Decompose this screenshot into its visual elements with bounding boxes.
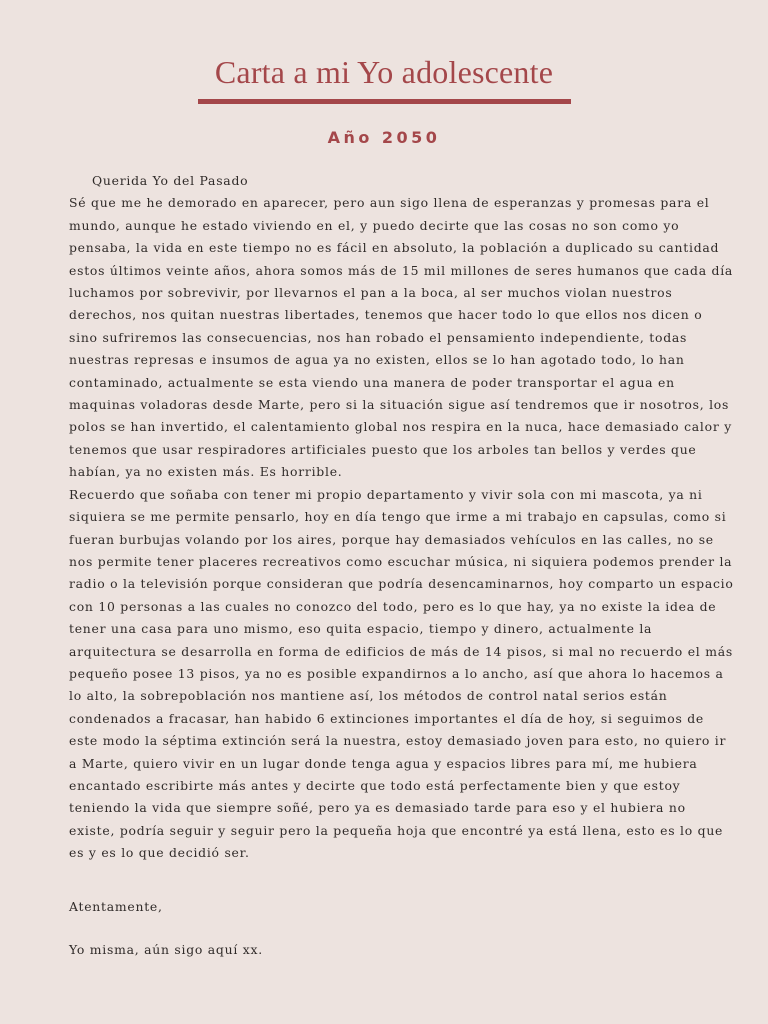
letter-greeting: Querida Yo del Pasado xyxy=(92,173,249,188)
page-title: Carta a mi Yo adolescente xyxy=(214,54,554,90)
title-underline xyxy=(198,99,571,104)
letter-closing: Atentamente, xyxy=(69,898,163,914)
letter-body xyxy=(69,170,734,961)
letter-paragraph-2: Recuerdo que soñaba con tener mi propio departamento y vivir sola con mi mascota, ya ni siquiera se me permite pensarlo, hoy en día tengo que irme a mi trabajo en capsulas, como si fueran burbujas volando por los aires, porque hay demasiados vehículos en las calles, no se nos permite tener placeres recreativos como escuchar música, ni siquiera podemos prender la radio o la televisión porque consideran que podría desencaminarnos, hoy comparto un espacio con 10 personas a las cuales no conozco del todo, pero es lo que hay, ya no existe la idea de tener una casa para uno mismo, eso quita espacio, tiempo y dinero, actualmente la arquitectura se desarrolla en forma de edificios de más de 14 pisos, si mal no recuerdo el más pequeño posee 13 pisos, ya no es posible expandirnos a lo ancho, así que ahora lo hacemos a lo alto, la sobrepoblación nos mantiene así, los métodos de control natal serios están condenados a fracasar, han habido 6 extinciones importantes el día de hoy, si seguimos de este modo la séptima extinción será la nuestra, estoy demasiado joven para esto, no quiero ir a Marte, quiero vivir en un lugar donde tenga agua y espacios libres para mí, me hubiera encantado escribirte más antes y decirte que todo está perfectamente bien y que estoy teniendo la vida que siempre soñé, pero ya es demasiado tarde para eso y el hubiera no existe, podría seguir y seguir pero la pequeña hoja que encontré ya está llena, esto es lo que es y es lo que decidió ser. xyxy=(69,486,734,861)
year-subtitle: Año 2050 xyxy=(327,128,441,147)
letter-paragraph-1: Sé que me he demorado en aparecer, pero aun sigo llena de esperanzas y promesas para el mundo, aunque he estado viviendo en el, y puedo decirte que las cosas no son como yo pensaba, la vida en este tiempo no es fácil en absoluto, la población a duplicado su cantidad estos últimos veinte años, ahora somos más de 15 mil millones de seres humanos que cada día luchamos por sobrevivir, por llevarnos el pan a la boca, al ser muchos violan nuestros derechos, nos quitan nuestras libertades, tenemos que hacer todo lo que ellos nos dicen o sino sufriremos las consecuencias, nos han robado el pensamiento independiente, todas nuestras represas e insumos de agua ya no existen, ellos se lo han agotado todo, lo han contaminado, actualmente se esta viendo una manera de poder transportar el agua en maquinas voladoras desde Marte, pero si la situación sigue así tendremos que ir nosotros, los polos se han invertido, el calentamiento global nos respira en la nuca, hace demasiado calor y tenemos que usar respiradores artificiales puesto que los arboles tan bellos y verdes que habían, ya no existen más. Es horrible. xyxy=(69,195,734,480)
letter-signature: Yo misma, aún sigo aquí xx. xyxy=(69,942,263,957)
